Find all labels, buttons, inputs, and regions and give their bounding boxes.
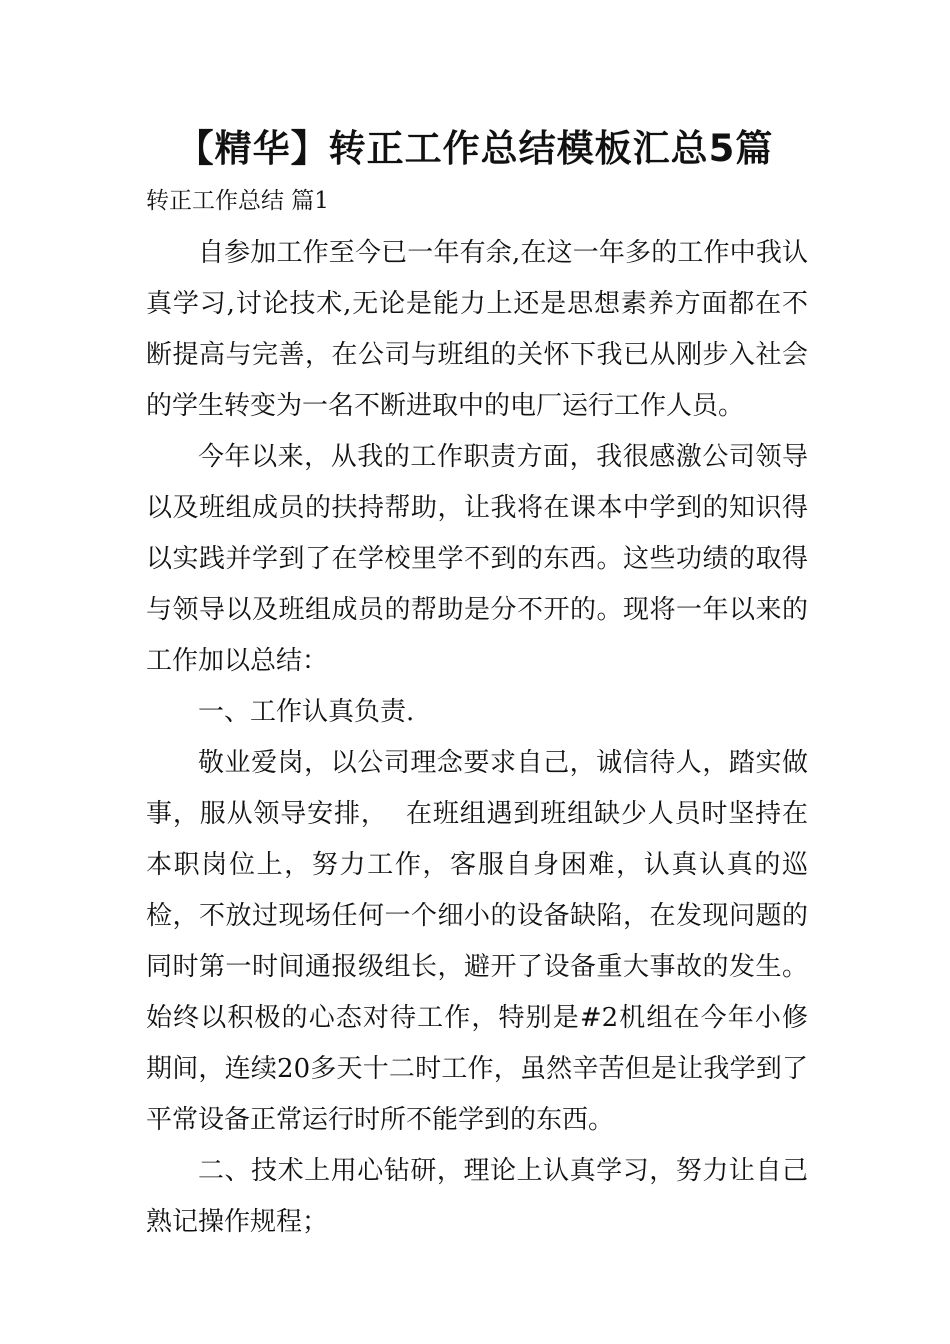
document-title: 【精华】转正工作总结模板汇总5篇 bbox=[176, 127, 774, 170]
paragraph-heading-two: 二、技术上用心钻研，理论上认真学习，努力让自己熟记操作规程； bbox=[146, 1156, 808, 1237]
section-heading: 转正工作总结 篇1 bbox=[146, 188, 329, 214]
paragraph-thanks: 今年以来，从我的工作职责方面，我很感激公司领导以及班组成员的扶持帮助，让我将在课本中学到的知识得以实践并学到了在学校里学不到的东西。这些功绩的取得与领导以及班组成员的帮助是分不开的。现将一年以来的工作加以总结： bbox=[146, 442, 808, 676]
paragraph-heading-one: 一、工作认真负责. bbox=[198, 697, 415, 727]
paragraph-intro: 自参加工作至今已一年有余,在这一年多的工作中我认真学习,讨论技术,无论是能力上还是思想素养方面都在不断提高与完善，在公司与班组的关怀下我已从刚步入社会的学生转变为一名不断进取中的电厂运行工作人员。 bbox=[146, 238, 808, 421]
paragraph-work-attitude: 敬业爱岗，以公司理念要求自己，诚信待人，踏实做事，服从领导安排， 在班组遇到班组缺少人员时坚持在本职岗位上，努力工作，客服自身困难，认真认真的巡检，不放过现场任何一个细小的设备缺陷，在发现问题的同时第一时间通报级组长，避开了设备重大事故的发生。始终以积极的心态对待工作，特别是#2机组在今年小修期间，连续20多天十二时工作，虽然辛苦但是让我学到了平常设备正常运行时所不能学到的东西。 bbox=[146, 748, 808, 1135]
document-body bbox=[146, 228, 808, 1248]
